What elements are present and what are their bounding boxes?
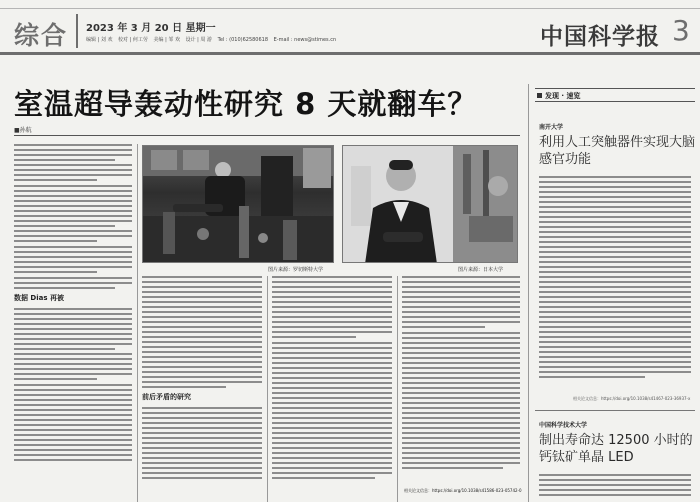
body-text-line [272,377,392,379]
body-text-line [402,301,520,303]
body-text-line [14,225,115,227]
body-text-line [14,414,132,416]
body-text-line [402,457,520,459]
body-text-line [539,256,691,258]
body-text-line [272,452,392,454]
body-text-line [142,291,262,293]
body-text-line [272,422,392,424]
body-text-line [142,477,262,479]
body-text-line [539,341,691,343]
body-text-line [539,261,691,263]
body-text-line [14,404,132,406]
body-text-line [402,337,520,339]
body-text-line [272,477,375,479]
article-byline: ■孙航 [14,127,32,134]
body-text-line [14,164,132,166]
body-text-line [142,281,262,283]
body-text-line [402,407,520,409]
paragraph [272,342,392,479]
body-text-line [14,215,132,217]
paragraph [14,185,132,242]
paragraph [14,246,132,273]
body-text-line [14,251,132,253]
body-text-line [539,316,691,318]
story-1-title: 利用人工突触器件实现大脑感官功能 [539,135,696,167]
body-text-line [14,266,132,268]
body-text-line [539,191,691,193]
body-text-line [272,286,392,288]
paragraph [142,407,262,479]
body-text-line [14,256,132,258]
body-text-line [14,220,132,222]
body-text-line [14,149,132,151]
body-text-line [402,332,520,334]
body-text-line [539,366,691,368]
body-text-line [142,381,262,383]
body-text-line [14,277,132,279]
body-text-line [14,348,115,350]
body-text-line [14,429,132,431]
body-text-line [402,372,520,374]
body-text-line [272,296,392,298]
body-text-line [14,179,97,181]
body-text-line [272,457,392,459]
staff-art-editor: 美编 | 邹 欢 [153,37,180,43]
body-text-line [272,281,392,283]
body-text-line [14,323,132,325]
body-text-line [142,422,262,424]
body-text-line [14,368,132,370]
body-text-line [142,336,262,338]
body-text-line [402,427,520,429]
body-text-line [14,169,132,171]
body-text-line [539,361,691,363]
newspaper-logo: 中国科学报 [540,23,660,50]
body-text-line [14,287,115,289]
body-text-line [14,409,132,411]
story-2-body [539,474,691,502]
body-text-line [272,326,392,328]
body-text-line [14,434,132,436]
body-text-line [539,281,691,283]
body-text-line [14,373,132,375]
body-text-line [539,321,691,323]
body-text-line [539,221,691,223]
body-text-line [14,200,132,202]
body-text-line [272,362,392,364]
body-text-line [142,457,262,459]
body-text-line [14,174,132,176]
body-text-line [402,311,520,313]
body-text-line [14,282,132,284]
body-text-line [142,442,262,444]
sidebar-separator [528,84,529,502]
body-text-line [402,281,520,283]
body-text-line [14,210,132,212]
body-text-line [142,371,262,373]
staff-proofreader: 校对 | 何工劳 [118,37,148,43]
body-text-line [14,399,132,401]
body-text-line [142,351,262,353]
sidebar-divider [535,410,695,411]
body-text-line [142,321,262,323]
staff-designer: 设计 | 周 游 [185,37,213,43]
body-text-line [402,347,520,349]
page-number: 3 [672,14,690,47]
body-text-line [402,397,520,399]
article-column-2 [142,276,262,502]
body-text-line [272,347,392,349]
body-text-line [402,452,520,454]
article-column-1 [14,144,132,502]
body-text-line [272,321,392,323]
body-text-line [539,376,645,378]
paragraph [402,276,520,328]
body-text-line [142,452,262,454]
article-end-note: 相关论文信息：https://doi.org/10.1038/s41586-023-05742-0 [404,488,522,493]
article-column-4 [402,276,520,502]
body-text-line [272,352,392,354]
body-text-line [539,489,691,491]
body-text-line [539,266,691,268]
body-text-line [272,291,392,293]
body-text-line [539,246,691,248]
body-text-line [272,331,392,333]
body-text-line [142,306,262,308]
body-text-line [539,176,691,178]
staff-editor: 编辑 | 刘 欢 [86,37,113,43]
body-text-line [402,387,520,389]
body-text-line [142,341,262,343]
body-text-line [402,362,520,364]
body-text-line [14,308,132,310]
body-text-line [142,467,262,469]
body-text-line [142,417,262,419]
body-text-line [402,352,520,354]
body-text-line [539,276,691,278]
body-text-line [272,382,392,384]
body-text-line [142,447,262,449]
body-text-line [142,427,262,429]
body-text-line [539,326,691,328]
body-text-line [539,211,691,213]
column-separator [397,276,398,502]
body-text-line [272,357,392,359]
staff-line [86,36,340,43]
body-text-line [142,386,226,388]
headline-rule [14,135,520,136]
paragraph [142,276,262,388]
sidebar-header: 发现 · 速览 [535,88,695,102]
body-text-line [402,442,520,444]
body-text-line [14,363,132,365]
body-text-line [14,318,132,320]
body-text-line [402,296,520,298]
body-text-line [142,311,262,313]
body-text-line [539,306,691,308]
body-text-line [272,306,392,308]
staff-phone: Tel : (010)62580618 [217,37,269,43]
story-1-body [539,176,691,388]
masthead-top-rule [0,8,700,9]
body-text-line [14,333,132,335]
column-separator [137,144,138,502]
body-text-line [142,331,262,333]
body-text-line [402,316,520,318]
body-text-line [272,467,392,469]
paragraph [14,277,132,289]
body-text-line [142,376,262,378]
body-text-line [272,276,392,278]
body-text-line [14,271,97,273]
body-text-line [539,336,691,338]
body-text-line [272,472,392,474]
body-text-line [142,286,262,288]
paragraph [272,276,392,338]
body-text-line [272,316,392,318]
body-text-line [539,251,691,253]
body-text-line [14,144,132,146]
body-text-line [142,407,262,409]
body-text-line [402,291,520,293]
body-text-line [402,462,520,464]
body-text-line [142,361,262,363]
column-separator [267,276,268,502]
body-text-line [539,206,691,208]
body-text-line [539,371,691,373]
body-text-line [272,427,392,429]
body-text-line [14,419,132,421]
body-text-line [539,271,691,273]
body-text-line [539,181,691,183]
body-text-line [272,447,392,449]
body-text-line [14,230,132,232]
body-text-line [539,311,691,313]
photo-credit-left: 图片来源：罗切斯特大学 [268,267,324,273]
body-text-line [539,484,691,486]
body-text-line [539,479,691,481]
body-text-line [14,394,132,396]
body-text-line [142,301,262,303]
body-text-line [142,412,262,414]
lab-photo-researcher-with-apparatus [142,145,334,263]
masthead-divider [76,14,78,48]
body-text-line [14,328,132,330]
body-text-line [272,432,392,434]
body-text-line [142,366,262,368]
body-text-line [14,378,97,380]
body-text-line [272,437,392,439]
body-text-line [539,186,691,188]
body-text-line [14,185,132,187]
body-text-line [402,276,520,278]
body-text-line [272,336,356,338]
body-text-line [402,402,520,404]
body-text-line [402,286,520,288]
body-text-line [272,397,392,399]
paragraph [402,332,520,469]
body-text-line [142,346,262,348]
body-text-line [14,195,132,197]
body-text-line [272,342,392,344]
body-text-line [14,449,132,451]
body-text-line [272,407,392,409]
body-text-line [14,424,132,426]
body-text-line [539,296,691,298]
body-text-line [402,412,520,414]
article-column-3 [272,276,392,502]
body-text-line [14,313,132,315]
body-text-line [14,261,132,263]
paragraph [14,144,132,181]
body-text-line [142,472,262,474]
story-1-kicker: 南开大学 [539,124,564,131]
body-text-line [539,226,691,228]
body-text-line [14,246,132,248]
article-headline: 室温超导轰动性研究 8 天就翻车？ [14,87,478,121]
body-text-line [402,342,520,344]
body-text-line [272,442,392,444]
story-2-title: 制出寿命达 12500 小时的钙钛矿单晶 LED [539,433,693,465]
body-text-line [539,231,691,233]
body-text-line [272,412,392,414]
body-text-line [402,326,485,328]
body-text-line [539,346,691,348]
body-text-line [14,353,132,355]
body-text-line [402,467,503,469]
body-text-line [272,392,392,394]
body-text-line [539,201,691,203]
body-text-line [539,356,691,358]
issue-date: 2023 年 3 月 20 日 星期一 [86,23,216,34]
body-text-line [14,154,132,156]
body-text-line [402,432,520,434]
body-text-line [539,236,691,238]
body-text-line [539,291,691,293]
story-2-kicker: 中国科学技术大学 [539,422,588,429]
section-name: 综合 [14,21,69,50]
body-text-line [142,276,262,278]
article-subhead-2: 前后矛盾的研究 [142,393,191,401]
masthead-bottom-rule [0,52,700,55]
body-text-line [272,462,392,464]
body-text-line [14,459,132,461]
body-text-line [272,417,392,419]
staff-email: E-mail : news@stimes.cn [273,37,337,43]
body-text-line [539,196,691,198]
body-text-line [539,301,691,303]
body-text-line [402,357,520,359]
story-1-reference: 相关论文信息：https://doi.org/10.1038/s41467-023-36937-x [573,396,691,401]
sidebar-briefs [535,84,695,502]
body-text-line [402,367,520,369]
body-text-line [539,351,691,353]
body-text-line [14,389,132,391]
body-text-line [14,343,132,345]
body-text-line [272,387,392,389]
body-text-line [539,241,691,243]
paragraph [14,308,132,380]
body-text-line [402,377,520,379]
body-text-line [402,437,520,439]
article-subhead-1: 数据 Dias 再被 [14,294,64,302]
body-text-line [402,382,520,384]
masthead [0,0,700,54]
body-text-line [142,316,262,318]
body-text-line [14,444,132,446]
body-text-line [142,432,262,434]
portrait-photo-researcher [342,145,518,263]
body-text-line [402,306,520,308]
body-text-line [539,494,691,496]
body-text-line [142,437,262,439]
body-text-line [272,311,392,313]
body-text-line [539,474,691,476]
body-text-line [272,301,392,303]
body-text-line [14,235,132,237]
body-text-line [14,190,132,192]
body-text-line [402,417,520,419]
body-text-line [539,286,691,288]
body-text-line [14,240,97,242]
body-text-line [142,462,262,464]
body-text-line [142,296,262,298]
body-text-line [402,422,520,424]
body-text-line [14,439,132,441]
body-text-line [14,384,132,386]
body-text-line [272,402,392,404]
body-text-line [14,454,132,456]
body-text-line [539,216,691,218]
body-text-line [14,338,132,340]
body-text-line [14,205,132,207]
body-text-line [272,372,392,374]
photo-credit-right: 图片来源：日本大学 [458,267,504,273]
body-text-line [142,326,262,328]
paragraph [14,384,132,461]
body-text-line [272,367,392,369]
body-text-line [14,358,132,360]
body-text-line [14,159,115,161]
body-text-line [402,392,520,394]
body-text-line [539,331,691,333]
body-text-line [142,356,262,358]
body-text-line [402,321,520,323]
body-text-line [402,447,520,449]
